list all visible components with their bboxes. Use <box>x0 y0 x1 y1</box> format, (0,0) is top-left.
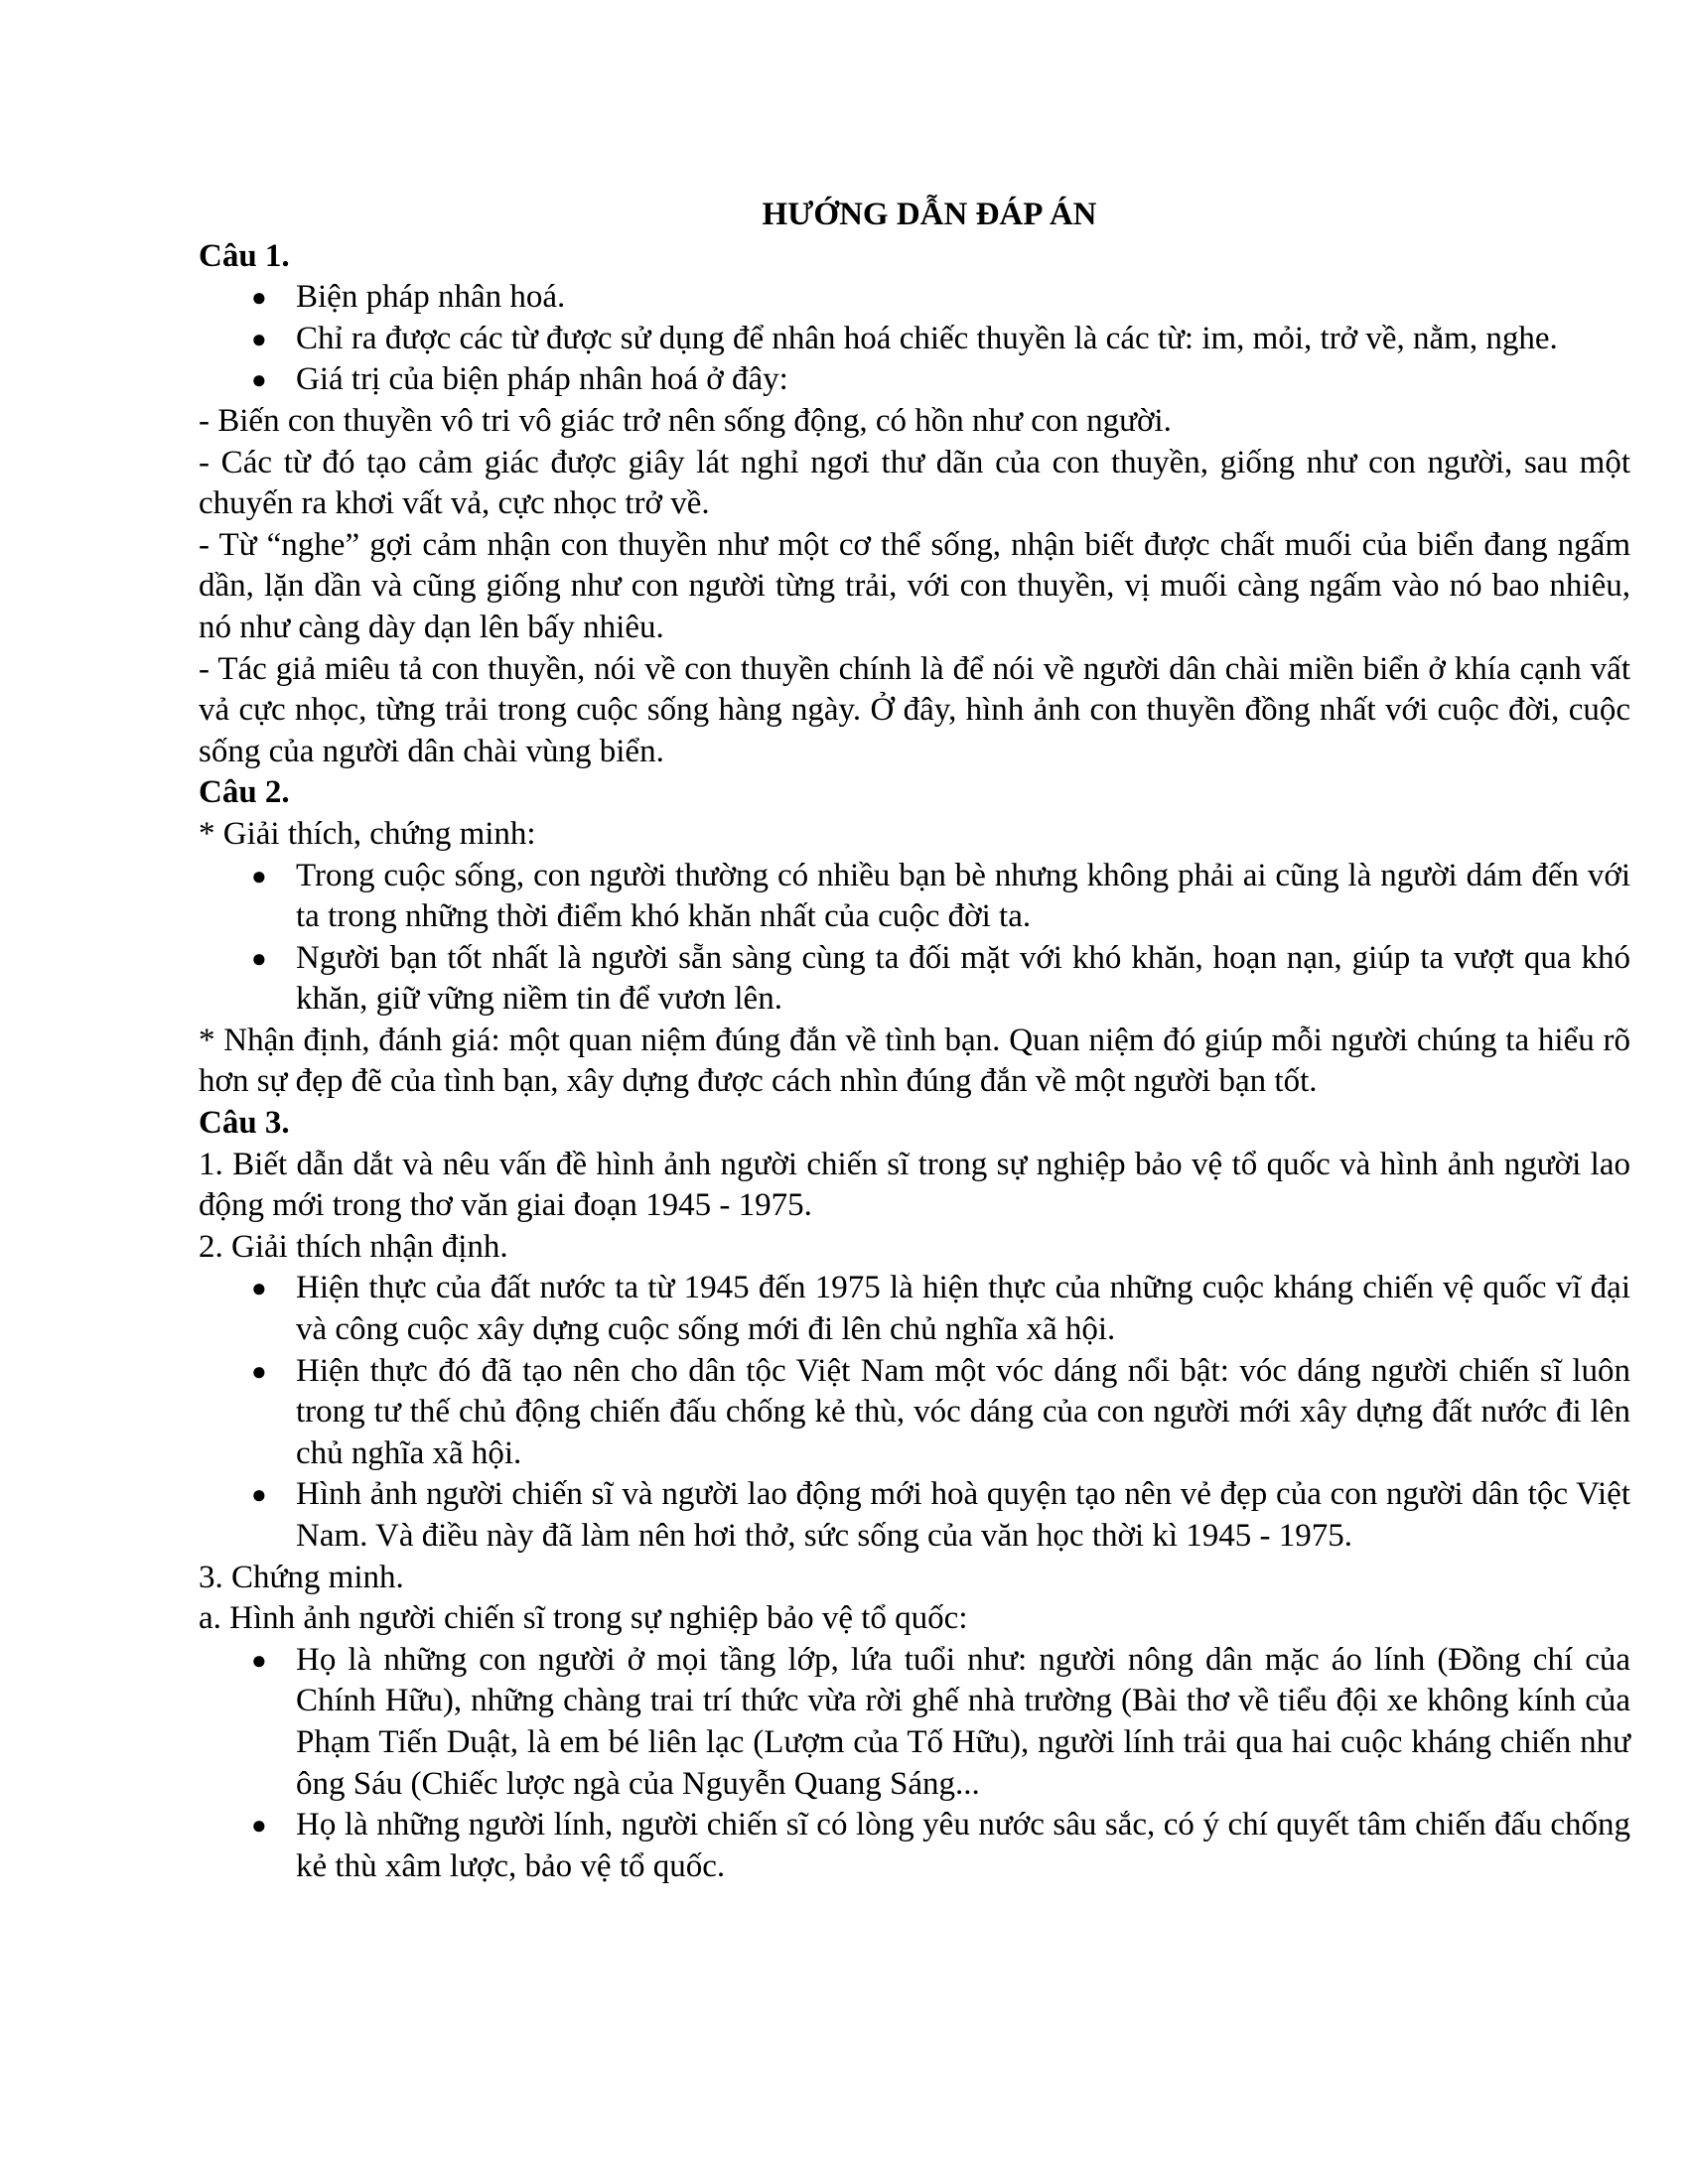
question-2-intro: * Giải thích, chứng minh: <box>199 815 536 852</box>
list-item-text: Biện pháp nhân hoá. <box>296 279 566 316</box>
list-item <box>199 359 1630 401</box>
list-item-text: Hiện thực đó đã tạo nên cho dân tộc Việt Nam một vóc dáng nổi bật: vóc dáng người chiến sĩ luôn trong tư thế chủ động chiến đấu chống kẻ thù, vóc dáng của con người mới xây dựng đất nước đi lên chủ nghĩa xã hội. <box>296 1352 1630 1471</box>
bullet-icon: ● <box>251 943 267 973</box>
question-3-explanation-list <box>199 1268 1630 1557</box>
question-2-conclusion: * Nhận định, đánh giá: một quan niệm đúng đắn về tình bạn. Quan niệm đó giúp mỗi người chúng ta hiểu rõ hơn sự đẹp đẽ của tình bạn, xây dựng được cách nhìn đúng đắn về một người bạn tốt. <box>199 1022 1630 1100</box>
question-1-point: - Các từ đó tạo cảm giác được giây lát nghỉ ngơi thư dãn của con thuyền, giống như con người, sau một chuyến ra khơi vất vả, cực nhọc trở về. <box>199 444 1630 522</box>
list-item-text: Họ là những con người ở mọi tầng lớp, lứa tuổi như: người nông dân mặc áo lính (Đồng chí của Chính Hữu), những chàng trai trí thức vừa rời ghế nhà trường (Bài thơ về tiểu đội xe không kính của Phạm Tiến Duật, là em bé liên lạc (Lượm của Tố Hữu), người lính trải qua hai cuộc kháng chiến như ông Sáu (Chiếc lược ngà của Nguyễn Quang Sáng... <box>296 1641 1630 1802</box>
question-3-item-1: 1. Biết dẫn dắt và nêu vấn đề hình ảnh người chiến sĩ trong sự nghiệp bảo vệ tổ quốc và hình ảnh người lao động mới trong thơ văn giai đoạn 1945 - 1975. <box>199 1146 1630 1224</box>
list-item-text: Giá trị của biện pháp nhân hoá ở đây: <box>296 361 788 398</box>
bullet-icon: ● <box>251 1356 267 1386</box>
question-1-point: - Từ “nghe” gợi cảm nhận con thuyền như một cơ thể sống, nhận biết được chất muối của biển đang ngấm dần, lặn dần và cũng giống như con người từng trải, với con thuyền, vị muối càng ngấm vào nó bao nhiêu, nó như càng dày dạn lên bấy nhiêu. <box>199 526 1630 645</box>
list-item-text: Người bạn tốt nhất là người sẵn sàng cùng ta đối mặt với khó khăn, hoạn nạn, giúp ta vượt qua khó khăn, giữ vững niềm tin để vươn lên. <box>296 939 1630 1018</box>
list-item-text: Hình ảnh người chiến sĩ và người lao động mới hoà quyện tạo nên vẻ đẹp của con người dân tộc Việt Nam. Và điều này đã làm nên hơi thở, sức sống của văn học thời kì 1945 - 1975. <box>296 1476 1630 1554</box>
list-item-text: Hiện thực của đất nước ta từ 1945 đến 1975 là hiện thực của những cuộc kháng chiến vệ quốc vĩ đại và công cuộc xây dựng cuộc sống mới đi lên chủ nghĩa xã hội. <box>296 1270 1630 1348</box>
question-2-heading: Câu 2. <box>199 774 290 811</box>
page-title: HƯỚNG DẪN ĐÁP ÁN <box>762 197 1097 232</box>
list-item <box>199 277 1630 319</box>
question-1-bullet-list <box>199 277 1630 401</box>
list-item <box>199 1640 1630 1805</box>
list-item <box>199 856 1630 938</box>
bullet-icon: ● <box>251 1645 267 1675</box>
bullet-icon: ● <box>251 324 267 353</box>
bullet-icon: ● <box>251 283 267 313</box>
list-item <box>199 1474 1630 1557</box>
list-item <box>199 1805 1630 1887</box>
answer-guide-page <box>199 195 1630 1887</box>
question-1-point: - Biến con thuyền vô tri vô giác trở nên sống động, có hồn như con người. <box>199 402 1172 439</box>
bullet-icon: ● <box>251 1274 267 1303</box>
bullet-icon: ● <box>251 365 267 395</box>
list-item <box>199 1268 1630 1350</box>
list-item-text: Trong cuộc sống, con người thường có nhiều bạn bè nhưng không phải ai cũng là người dám đến với ta trong những thời điểm khó khăn nhất của cuộc đời ta. <box>296 857 1630 935</box>
list-item <box>199 938 1630 1021</box>
bullet-icon: ● <box>251 1480 267 1510</box>
question-1-heading: Câu 1. <box>199 237 290 274</box>
question-1-point: - Tác giả miêu tả con thuyền, nói về con thuyền chính là để nói về người dân chài miền biển ở khía cạnh vất vả cực nhọc, từng trải trong cuộc sống hàng ngày. Ở đây, hình ảnh con thuyền đồng nhất với cuộc đời, cuộc sống của người dân chài vùng biển. <box>199 650 1630 769</box>
question-3-item-2: 2. Giải thích nhận định. <box>199 1228 508 1265</box>
list-item <box>199 1351 1630 1475</box>
bullet-icon: ● <box>251 1811 267 1841</box>
bullet-icon: ● <box>251 861 267 890</box>
list-item <box>199 319 1630 360</box>
question-3-item-3: 3. Chứng minh. <box>199 1559 404 1595</box>
list-item-text: Họ là những người lính, người chiến sĩ có lòng yêu nước sâu sắc, có ý chí quyết tâm chiến đấu chống kẻ thù xâm lược, bảo vệ tổ quốc. <box>296 1807 1630 1884</box>
list-item-text: Chỉ ra được các từ được sử dụng để nhân hoá chiếc thuyền là các từ: im, mỏi, trở về, nằm, nghe. <box>296 320 1558 356</box>
question-3-item-3a: a. Hình ảnh người chiến sĩ trong sự nghiệp bảo vệ tổ quốc: <box>199 1600 968 1637</box>
question-3-proof-list <box>199 1640 1630 1888</box>
question-2-bullet-list <box>199 856 1630 1021</box>
question-3-heading: Câu 3. <box>199 1105 290 1142</box>
